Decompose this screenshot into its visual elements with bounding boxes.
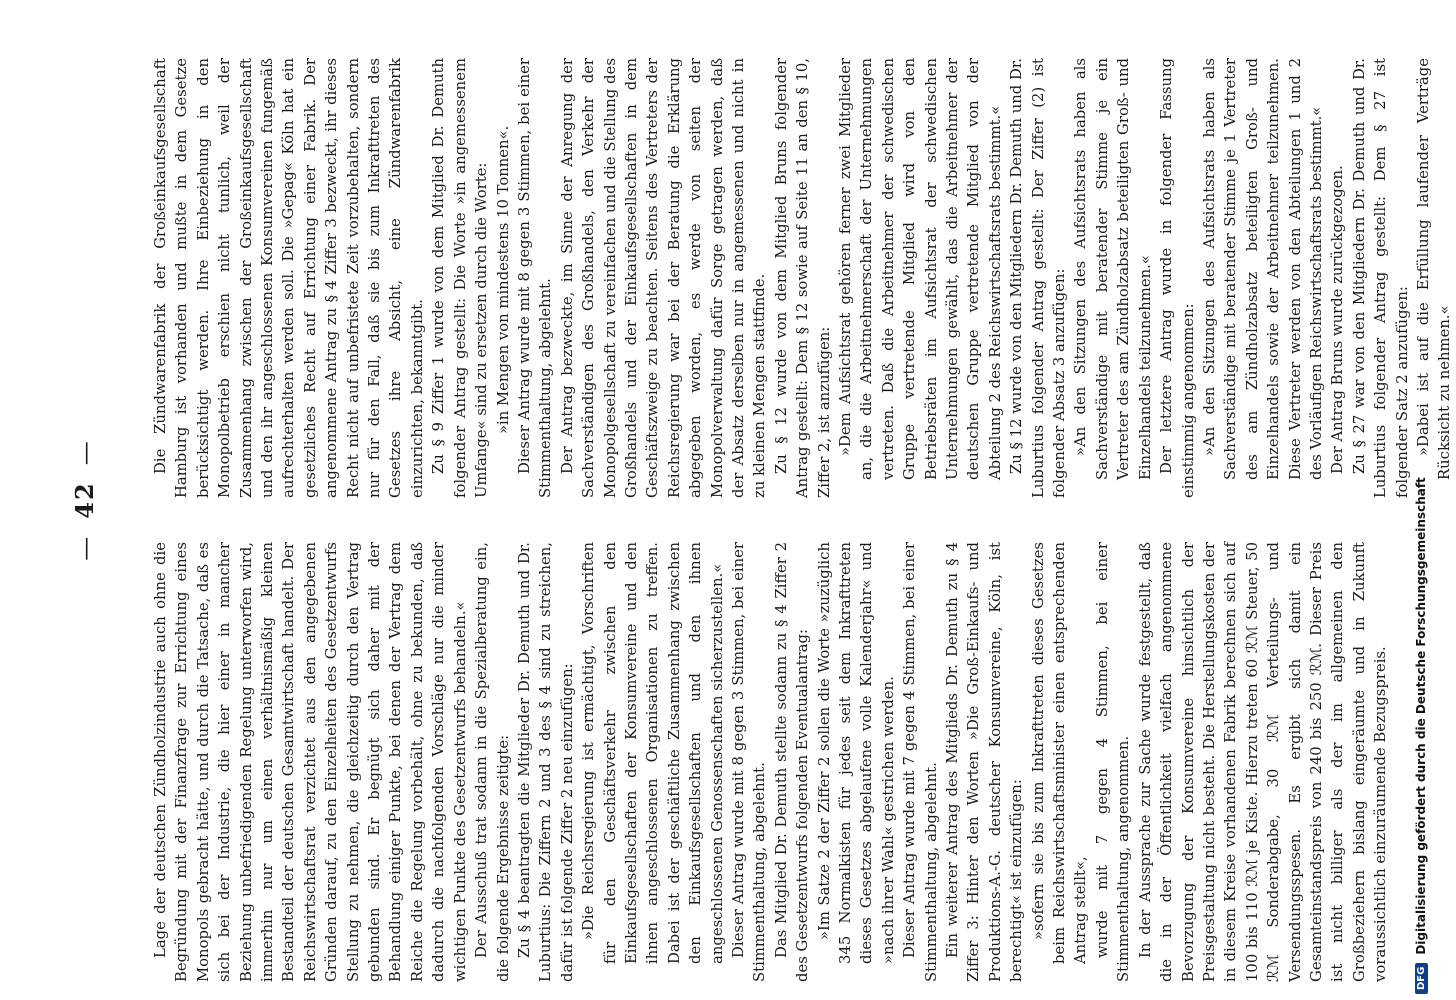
digitization-footer — [1408, 0, 1434, 1000]
digitization-credit: Digitalisierung gefördert durch die Deutsche Forschungsgemeinschaft — [1414, 477, 1428, 955]
paragraph: Zu § 9 Ziffer 1 wurde von dem Mitglied Dr. Demuth folgender Antrag gestellt: Die Worte »in angemessenem Umfange« sind zu ersetzen durch die Worte: — [430, 58, 491, 498]
paragraph: Die Zündwarenfabrik der Großeinkaufsgesellschaft Hamburg ist vorhanden und mußte in dem Gesetze berücksichtigt werden. Ihre Einbeziehung in den Monopolbetrieb erschien nicht tunlich, weil der Zusammenhang zwischen der Großeinkaufsgesellschaft und den ihr angeschlossenen Konsumvereinen fungemäß aufrechterhalten werden soll. Die »Gepag« Köln hat ein gesetzliches Recht auf Errichtung einer Fabrik. Der angenommene Antrag zu § 4 Ziffer 3 bezweckt, ihr dieses Recht nicht auf unbefristete Zeit vorzubehalten, sondern nur für den Fall, daß sie bis zum Inkrafttreten des Gesetzes ihre Absicht, eine Zündwarenfabrik einzurichten, bekanntgibt. — [152, 58, 426, 498]
page-number-value: 42 — [70, 481, 99, 519]
page-number-dash-left: — — [71, 534, 99, 561]
quoted-paragraph: »in Mengen von mindestens 10 Tonnen«. — [494, 125, 512, 434]
paragraph: Dieser Antrag wurde mit 8 gegen 3 Stimmen, bei einer Stimmenthaltung, abgelehnt. — [515, 58, 555, 498]
paragraph: Der letztere Antrag wurde in folgender Fassung einstimmig angenommen: — [1158, 58, 1197, 498]
paragraph: wurde mit 7 gegen 4 Stimmen, bei einer Stimmenthaltung, angenommen. — [1093, 542, 1133, 982]
paragraph: Der Ausschuß trat sodann in die Spezialberatung ein, die folgende Ergebnisse zeitigte: — [473, 542, 512, 982]
quoted-paragraph: »Dem Aufsichtsrat gehören ferner zwei Mitglieder an, die die Arbeitnehmerschaft der Unternehmungen vertreten. Daß die Arbeitnehmer der schwedischen Gruppe vertretende Mitglied wird von den Betriebsräten im Aufsichtsrat der schwedischen Unternehmungen gewählt, das die Arbeitnehmer der deutschen Gruppe vertretende Mitglied von der Abteilung 2 des Reichswirtschaftsrats bestimmt.« — [837, 58, 1004, 480]
paragraph: Dieser Antrag wurde mit 8 gegen 3 Stimmen, bei einer Stimmenthaltung, abgelehnt. — [729, 542, 769, 982]
paragraph: Das Mitglied Dr. Demuth stellte sodann zu § 4 Ziffer 2 des Gesetzentwurfs folgenden Eventualantrag: — [772, 542, 812, 982]
paragraph: Zu § 12 wurde von den Mitgliedern Dr. Demuth und Dr. Luburtius folgender Antrag gestellt: Der Ziffer (2) ist folgender Absatz 3 anzufügen: — [1008, 58, 1069, 498]
paragraph: Zu § 12 wurde von dem Mitglied Bruns folgender Antrag gestellt: Dem § 12 sowie auf Seite 11 an den § 10, Ziffer 2, ist anzufügen: — [772, 58, 833, 498]
quoted-paragraph: »An den Sitzungen des Aufsichtsrats haben als Sachverständige mit beratender Stimme je ein Vertreter des am Zündholzabsatz beteiligten Groß- und Einzelhandels teilzunehmen.« — [1072, 58, 1154, 480]
text-column-left — [150, 542, 1390, 982]
paragraph: Lage der deutschen Zündholzindustrie auch ohne die Begründung mit der Finanzfrage zur Errichtung eines Monopols gebracht hätte, und durch die Tatsache, daß es sich bei der Industrie, die hier einer in mancher Beziehung unbefriedigenden Regelung unterworfen wird, immerhin nur um einen verhältnismäßig kleinen Bestandteil der deutschen Gesamtwirtschaft handelt. Der Reichswirtschaftsrat verzichtet aus den angegebenen Gründen darauf, zu den Einzelheiten des Gesetzentwurfs Stellung zu nehmen, die gleichzeitig durch den Vertrag gebunden sind. Er begnügt sich daher mit der Behandlung einiger Punkte, bei denen der Vertrag dem Reiche die Regelung vorbehält, ohne zu bekunden, daß dadurch die nachfolgenden Vorschläge nur die minder wichtigen Punkte des Gesetzentwurfs behandeln.« — [152, 542, 469, 982]
paragraph: Der Antrag Bruns wurde zurückgezogen. — [1329, 165, 1347, 474]
paragraph: Zu § 4 beantragten die Mitglieder Dr. Demuth und Dr. Luburtius: Die Ziffern 2 und 3 des § 4 sind zu streichen, dafür ist folgende Ziffer 2 neu einzufügen: — [515, 542, 576, 982]
page-number — [70, 0, 99, 1000]
paragraph: Zu § 27 war von den Mitgliedern Dr. Demuth und Dr. Luburtius folgender Antrag gestellt: Dem § 27 ist folgender Satz 2 anzufügen: — [1350, 58, 1411, 498]
quoted-paragraph: »Dabei ist auf die Erfüllung laufender Verträge Rücksicht zu nehmen.« — [1414, 58, 1454, 480]
page-number-dash-right: — — [71, 439, 99, 466]
text-column-right — [150, 58, 1454, 498]
paragraph: Ein weiterer Antrag des Mitglieds Dr. Demuth zu § 4 Ziffer 3: Hinter den Worten »Die Groß-Einkaufs- und Produktions-A.-G. deutscher Konsumvereine, Köln, ist berechtigt« ist einzufügen: — [944, 542, 1026, 982]
paragraph: Dieser Antrag wurde mit 7 gegen 4 Stimmen, bei einer Stimmenthaltung, abgelehnt. — [901, 542, 940, 982]
quoted-paragraph: »Im Satze 2 der Ziffer 2 sollen die Worte »zuzüglich 345 Normalkisten für jedes seit dem Inkrafttreten dieses Gesetzes abgelaufene volle Kalenderjahr« und »nach ihrer Wahl« gestrichen werden. — [815, 542, 897, 964]
dfg-logo: DFG — [1415, 963, 1428, 994]
paragraph: Der Antrag bezweckte, im Sinne der Anregung der Sachverständigen des Großhandels, den Verkehr der Monopolgesellschaft zu vereinfachen und die Stellung des Großhandels und der Einkaufsgesellschaften in dem Geschäftszweige zu beachten. Seitens des Vertreters der Reichsregierung war bei der Beratung die Erklärung abgegeben worden, es werde von seiten der Monopolverwaltung dafür Sorge getragen werden, daß der Absatz derselben nur in angemessenen und nicht in zu kleinen Mengen stattfinde. — [558, 58, 769, 498]
quoted-paragraph: »An den Sitzungen des Aufsichtsrats haben als Sachverständige mit beratender Stimme je 1 Vertreter des am Zündholzabsatz beteiligten Groß- und Einzelhandels sowie der Arbeitnehmer teilzunehmen. Diese Vertreter werden von den Abteilungen 1 und 2 des Vorläufigen Reichswirtschaftsrats bestimmt.« — [1200, 58, 1325, 480]
quoted-paragraph: »Die Reichsregierung ist ermächtigt, Vorschriften für den Geschäftsverkehr zwischen den Einkaufsgesellschaften der Konsumvereine und den ihnen angeschlossenen Organisationen zu treffen. Dabei ist der geschäftliche Zusammenhang zwischen den Einkaufsgesellschaften und den ihnen angeschlossenen Genossenschaften sicherzustellen.« — [580, 542, 726, 964]
paragraph: In der Aussprache zur Sache wurde festgestellt, daß die in der Öffentlichkeit vielfach angenommene Bevorzugung der Konsumvereine hinsichtlich der Preisgestaltung nicht besteht. Die Herstellungskosten der in diesem Kreise vorhandenen Fabrik berechnen sich auf 100 bis 110 ℛℳ je Kiste. Hierzu treten 60 ℛℳ Steuer, 50 ℛℳ Sonderabgabe, 30 ℛℳ Verteilungs- und Versendungsspesen. Es ergibt sich damit ein Gesamteinstandspreis von 240 bis 250 ℛℳ. Dieser Preis ist nicht billiger als der im allgemeinen den Großbeziehern bislang eingeräumte und in Zukunft voraussichtlich einzuräumende Bezugspreis. — [1136, 542, 1390, 982]
quoted-paragraph: »sofern sie bis zum Inkrafttreten dieses Gesetzes beim Reichswirtschaftsminister einen entsprechenden Antrag stellt«, — [1029, 542, 1090, 964]
